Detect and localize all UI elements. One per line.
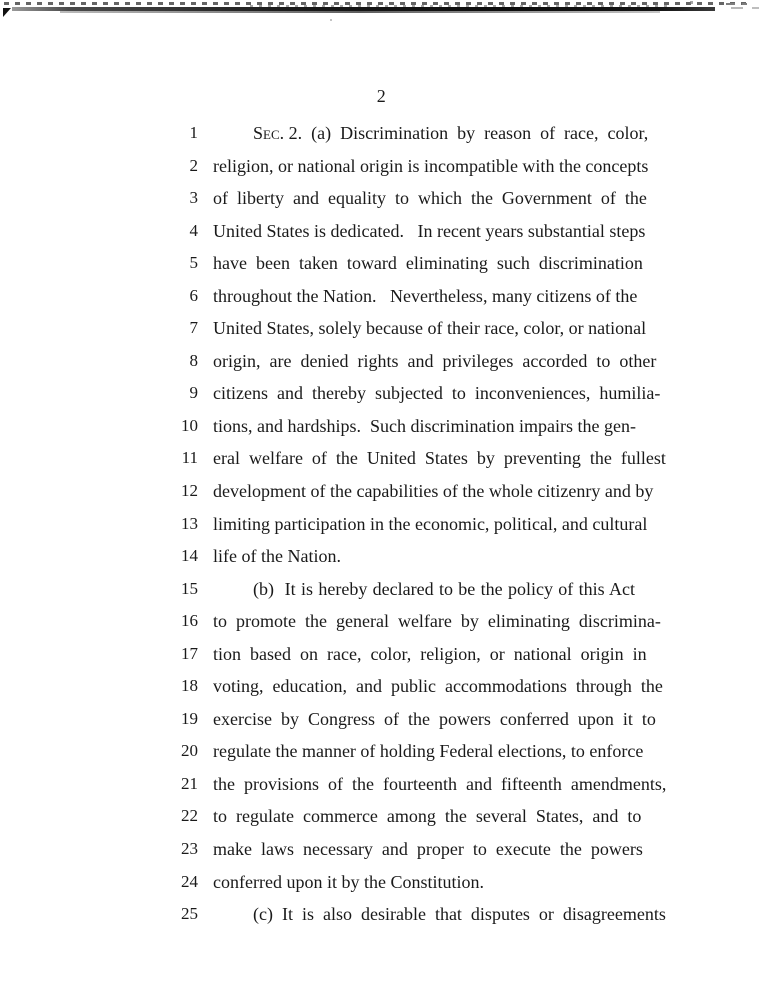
line-number: 16 bbox=[181, 611, 198, 631]
document-line bbox=[0, 381, 763, 414]
document-line bbox=[0, 707, 763, 740]
document-line bbox=[0, 577, 763, 610]
line-number: 25 bbox=[181, 904, 198, 924]
document-line bbox=[0, 219, 763, 252]
line-number: 17 bbox=[181, 643, 198, 663]
line-text: citizens and thereby subjected to inconveniences, humilia- bbox=[213, 383, 661, 404]
line-text: make laws necessary and proper to execute the powers bbox=[213, 839, 643, 860]
document-line bbox=[0, 186, 763, 219]
line-text: tions, and hardships. Such discrimination impairs the gen- bbox=[213, 415, 636, 436]
document-line bbox=[0, 512, 763, 545]
scan-dashed-line bbox=[4, 2, 749, 5]
document-line bbox=[0, 479, 763, 512]
line-number: 8 bbox=[189, 350, 198, 370]
line-text: religion, or national origin is incompatible with the concepts bbox=[213, 155, 649, 176]
document-line bbox=[0, 284, 763, 317]
scan-dark-bar bbox=[12, 7, 715, 11]
document-line bbox=[0, 772, 763, 805]
line-number: 11 bbox=[181, 448, 198, 468]
line-text: voting, education, and public accommodations through the bbox=[213, 676, 663, 697]
document-line bbox=[0, 642, 763, 675]
line-text: eral welfare of the United States by preventing the fullest bbox=[213, 448, 666, 469]
line-text: regulate the manner of holding Federal elections, to enforce bbox=[213, 741, 644, 762]
line-text: throughout the Nation. Nevertheless, many citizens of the bbox=[213, 285, 638, 306]
document-line bbox=[0, 739, 763, 772]
document-line bbox=[0, 609, 763, 642]
document-line bbox=[0, 121, 763, 154]
scan-speck bbox=[726, 3, 735, 5]
line-number: 4 bbox=[189, 220, 198, 240]
line-text: United States is dedicated. In recent years substantial steps bbox=[213, 220, 646, 241]
page-number: 2 bbox=[376, 86, 387, 106]
scan-corner-notch bbox=[3, 8, 11, 17]
line-number: 10 bbox=[181, 415, 198, 435]
scan-dashed-line-secondary bbox=[250, 5, 670, 7]
line-text: United States, solely because of their race, color, or national bbox=[213, 318, 647, 339]
document-line bbox=[0, 837, 763, 870]
document-body bbox=[0, 121, 763, 935]
scan-speck bbox=[330, 19, 332, 21]
line-number: 14 bbox=[181, 546, 198, 566]
line-text: life of the Nation. bbox=[213, 546, 341, 567]
document-line bbox=[0, 349, 763, 382]
line-number: 20 bbox=[181, 741, 198, 761]
line-number: 7 bbox=[189, 318, 198, 338]
line-text: the provisions of the fourteenth and fifteenth amendments, bbox=[213, 773, 667, 794]
line-text: (c) It is also desirable that disputes or disagreements bbox=[253, 904, 666, 925]
scan-speck bbox=[690, 1, 693, 4]
scan-speck bbox=[752, 7, 759, 9]
document-line bbox=[0, 154, 763, 187]
line-text: conferred upon it by the Constitution. bbox=[213, 871, 484, 892]
line-text: (b) It is hereby declared to be the policy of this Act bbox=[253, 578, 635, 599]
line-number: 2 bbox=[189, 155, 198, 175]
document-line bbox=[0, 544, 763, 577]
document-line bbox=[0, 446, 763, 479]
line-number: 9 bbox=[189, 383, 198, 403]
line-text: have been taken toward eliminating such discrimination bbox=[213, 253, 643, 274]
document-line bbox=[0, 870, 763, 903]
document-line bbox=[0, 804, 763, 837]
line-text: exercise by Congress of the powers conferred upon it to bbox=[213, 708, 656, 729]
line-number: 21 bbox=[181, 773, 198, 793]
line-text: to regulate commerce among the several States, and to bbox=[213, 806, 642, 827]
line-text: to promote the general welfare by eliminating discrimina- bbox=[213, 611, 661, 632]
line-number: 18 bbox=[181, 676, 198, 696]
line-number: 23 bbox=[181, 839, 198, 859]
line-number: 6 bbox=[189, 285, 198, 305]
line-number: 1 bbox=[189, 123, 198, 142]
document-line bbox=[0, 316, 763, 349]
scan-speck bbox=[731, 7, 743, 9]
scan-speck bbox=[742, 3, 747, 5]
line-number: 13 bbox=[181, 513, 198, 533]
line-number: 15 bbox=[181, 578, 198, 598]
line-text: Sec. 2. (a) Discrimination by reason of race, color, bbox=[253, 123, 649, 143]
line-number: 5 bbox=[189, 253, 198, 273]
scan-edge-artifact bbox=[0, 0, 763, 24]
document-line bbox=[0, 902, 763, 935]
line-number: 12 bbox=[181, 481, 198, 501]
section-label: Sec. bbox=[253, 123, 285, 143]
line-text: tion based on race, color, religion, or national origin in bbox=[213, 643, 647, 664]
line-number: 3 bbox=[189, 188, 198, 208]
line-number: 24 bbox=[181, 871, 198, 891]
document-line bbox=[0, 414, 763, 447]
line-number: 22 bbox=[181, 806, 198, 826]
scan-dark-bar-shadow bbox=[60, 11, 660, 13]
line-number: 19 bbox=[181, 708, 198, 728]
line-text: of liberty and equality to which the Government of the bbox=[213, 188, 647, 209]
document-line bbox=[0, 674, 763, 707]
line-text: origin, are denied rights and privileges accorded to other bbox=[213, 350, 657, 371]
document-line bbox=[0, 251, 763, 284]
line-text: limiting participation in the economic, political, and cultural bbox=[213, 513, 648, 534]
line-text: development of the capabilities of the whole citizenry and by bbox=[213, 481, 654, 502]
